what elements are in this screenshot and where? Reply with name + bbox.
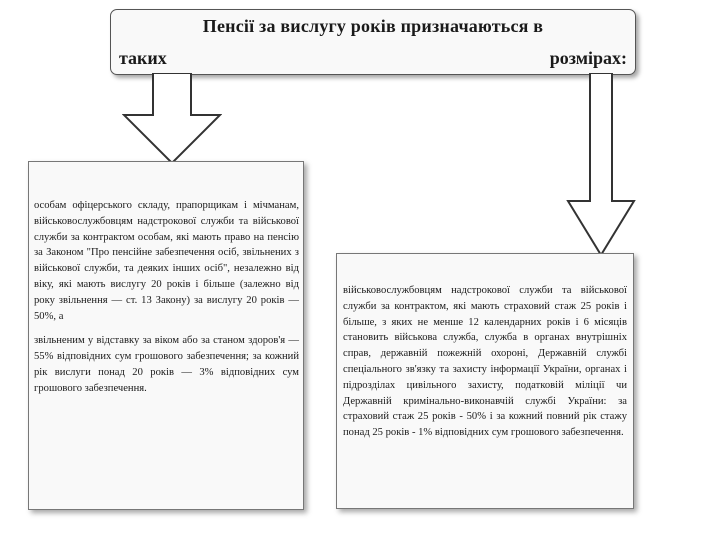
retired-paragraph: звільненим у відставку за віком або за станом здоров'я — 55% відповідних сум грошового забезпечення; за кожний рік вислуги понад 20 років — 3% відповідних сум грошового забезпечення. xyxy=(34,335,299,394)
down-arrow-right-icon xyxy=(566,73,636,257)
down-arrow-left-icon xyxy=(122,73,222,165)
officers-paragraph: особам офіцерського складу, прапорщикам і мічманам, військовослужбовцям надстрокової служби та військової служби за контрактом особам, які мають право на пенсію за Законом "Про пенсійне забезпечення осіб, звільнених з військової служби, та деяких інших осіб", незалежно від віку, які мають вислугу 20 років і більше (залежно від року звільнення — ст. 13 Закону) за вислугу 20 років — 50%, а xyxy=(34,200,299,322)
title-box xyxy=(110,9,636,75)
title-line: Пенсії за вислугу років призначаються в xyxy=(202,16,544,36)
pension-conditions-contract-card xyxy=(336,253,634,509)
contract-paragraph: військовослужбовцям надстрокової служби та військової служби за контрактом, які мають страховий стаж 25 років і більше, з яких не менше 12 календарних років і 6 місяців становить військова служба, служба в органах внутрішніх справ, державній пожежній охороні, Державній службі спеціального зв'язку та захисту інформації України, органах і підрозділах цивільного захисту, податковій міліції чи Державній кримінально-виконавчій службі України: за страховий стаж 25 років - 50% і за кожний повний рік стажу понад 25 років - 1% відповідних сум грошового забезпечення. xyxy=(343,285,627,439)
title-left-word: таких xyxy=(119,48,167,68)
title-right-word: розмірах: xyxy=(549,48,627,68)
pension-conditions-officers-card xyxy=(28,161,304,510)
